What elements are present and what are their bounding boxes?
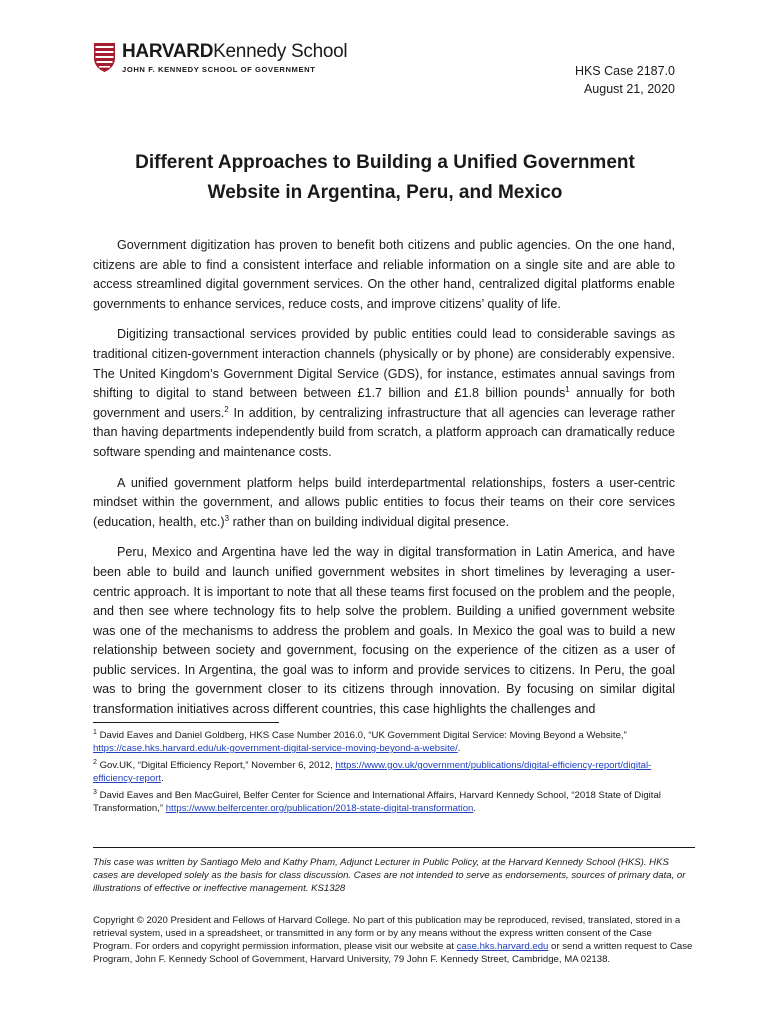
footnote-text: David Eaves and Ben MacGuirel, Belfer Center for Science and International Affairs, Harvard Kennedy School, “2018 State of Digital Transformation,” — [93, 790, 661, 814]
title-line-2: Website in Argentina, Peru, and Mexico — [207, 182, 563, 203]
footnote-link[interactable]: https://www.gov.uk/government/publications/digital-efficiency-report/digital-efficiency-report — [93, 760, 652, 784]
logo-harvard: HARVARD — [122, 41, 214, 62]
footnote-link[interactable]: https://case.hks.harvard.edu/uk-government-digital-service-moving-beyond-a-website/ — [93, 743, 458, 754]
footnote-ref-1: 1 — [565, 384, 570, 394]
footnote-ref-2: 2 — [224, 404, 229, 414]
paragraph-3 — [93, 474, 675, 533]
paragraph-2-part-a: Digitizing transactional services provided by public entities could lead to considerable savings as traditional citizen-government interaction channels (physically or by phone) are considerably expensive. The United Kingdom’s Government Digital Service (GDS), for instance, estimates annual savings from shifting to digital to stand between between £1.7 billion and £1.8 billion pounds — [93, 327, 675, 401]
footnote-number: 2 — [93, 758, 97, 766]
footnote-divider — [93, 722, 279, 723]
footnote-end: . — [473, 803, 477, 814]
footnote-number: 3 — [93, 788, 97, 796]
copyright-text: Copyright © 2020 President and Fellows of Harvard College. No part of this publication may be reproduced, revised, translated, stored in a retrieval system, used in a spreadsheet, or transmitted in any form or by any means without the express written consent of the Case Program. For orders and copyright permission information, please visit our website at — [93, 915, 681, 952]
hks-logo — [93, 42, 347, 76]
paragraph-2-part-b: annually for both government and users. — [93, 386, 675, 420]
case-date: August 21, 2020 — [583, 82, 675, 96]
footnote-number: 1 — [93, 728, 97, 736]
paragraph-2-part-c: In addition, by centralizing infrastructure that all agencies can leverage rather than having departments independently build from scratch, a platform approach can dramatically reduce software spending and maintenance costs. — [93, 405, 675, 459]
case-note-divider — [93, 847, 695, 848]
footnote-2 — [93, 759, 683, 785]
paragraph-4: Peru, Mexico and Argentina have led the way in digital transformation in Latin America, and have been able to build and launch unified government websites in short timelines by leveraging a user-centric approach. It is important to note that all these teams first focused on the problem and the people, and then see where technology fits to help solve the problem. Building a unified government website was one of the mechanisms to address the problem and goals. In Mexico the goal was to build a new relationship between society and government, focusing on the experience of the citizen as a user of public services. In Argentina, the goal was to inform and provide services to citizens. In Peru, the goal was to bring the government closer to its citizens through innovation. By focusing on similar digital transformation initiatives across different countries, this case highlights the challenges and — [93, 545, 675, 717]
logo-subtitle: JOHN F. KENNEDY SCHOOL OF GOVERNMENT — [122, 65, 316, 74]
footnote-end: . — [161, 773, 164, 784]
copyright-notice — [93, 914, 693, 966]
paragraph-3-part-a: A unified government platform helps build interdepartmental relationships, fosters a user-centric mindset within the government, and allows public entities to focus their teams on their core services (education, health, etc.) — [93, 475, 675, 529]
paragraph-2 — [93, 325, 675, 462]
case-number: HKS Case 2187.0 — [574, 64, 675, 78]
harvard-shield-icon — [93, 42, 116, 73]
document-title — [95, 148, 675, 208]
logo-kennedy-school: Kennedy School — [213, 41, 348, 62]
footnote-end: . — [457, 743, 461, 754]
case-program-link[interactable]: case.hks.harvard.edu — [456, 941, 549, 952]
case-note: This case was written by Santiago Melo and Kathy Pham, Adjunct Lecturer in Public Policy, at the Harvard Kennedy School (HKS). HKS cases are developed solely as the basis for class discussion. Cases are not intended to serve as endorsements, sources of primary data, or illustrations of effective or ineffective management. KS1328 — [93, 857, 686, 894]
copyright-address: or send a written request to Case Program, John F. Kennedy School of Government, Harvard University, 79 John F. Kennedy Street, Cambridge, MA 02138. — [93, 941, 693, 965]
footnote-ref-3: 3 — [224, 513, 230, 523]
footnote-text: Gov.UK, “Digital Efficiency Report,” November 6, 2012, — [96, 760, 336, 771]
footnote-3 — [93, 789, 683, 815]
footnotes — [93, 729, 683, 819]
body-text — [93, 236, 675, 731]
footnote-text: David Eaves and Daniel Goldberg, HKS Case Number 2016.0, “UK Government Digital Service: Moving Beyond a Website,” — [96, 730, 627, 741]
title-line-1: Different Approaches to Building a Unified Government — [135, 152, 635, 173]
paragraph-3-part-b: rather than on building individual digital presence. — [229, 514, 510, 529]
footnote-1 — [93, 729, 683, 755]
footnote-link[interactable]: https://www.belfercenter.org/publication/2018-state-digital-transformation — [165, 803, 474, 814]
case-meta — [575, 62, 675, 98]
paragraph-1: Government digitization has proven to benefit both citizens and public agencies. On the one hand, citizens are able to find a consistent interface and reliable information on a single site and are able to access streamlined digital government services. On the other hand, centralized digital platforms enable governments to enhance services, reduce costs, and improve citizens’ quality of life. — [93, 238, 675, 311]
